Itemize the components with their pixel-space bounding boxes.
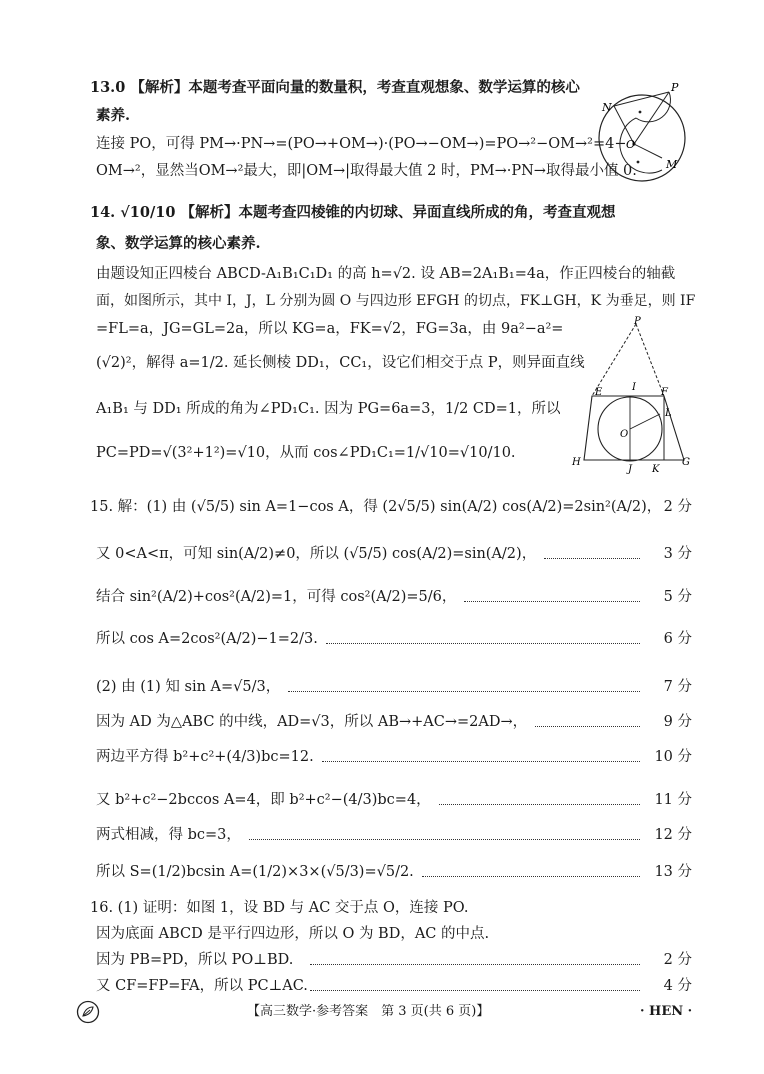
leader-dots bbox=[326, 643, 640, 644]
p16-line-2: 因为底面 ABCD 是平行四边形，所以 O 为 BD，AC 的中点. bbox=[96, 926, 490, 942]
leaf-logo-icon bbox=[76, 1000, 100, 1024]
footer-code: · HEN · bbox=[640, 1004, 693, 1019]
label-O: O bbox=[620, 429, 629, 440]
label-F: F bbox=[661, 387, 668, 398]
p14-line-3: 由题设知正四棱台 ABCD-A₁B₁C₁D₁ 的高 h=√2. 设 AB=2A₁B₁=4a，作正四棱台的轴截 bbox=[96, 266, 676, 282]
p15-score: 9 分 bbox=[663, 714, 692, 730]
p15-score: 3 分 bbox=[663, 546, 692, 562]
p15-line: 两式相减，得 bc=3， bbox=[96, 827, 241, 843]
p16-score-3: 2 分 bbox=[663, 952, 692, 968]
p15-score: 12 分 bbox=[654, 827, 692, 843]
label-P: P bbox=[671, 81, 679, 94]
p15-score: 6 分 bbox=[663, 631, 692, 647]
p15-line: 15. 解：(1) 由 (√5/5) sin A=1−cos A，得 (2√5/5) sin(A/2) cos(A/2)=2sin²(A/2)， bbox=[90, 499, 662, 515]
p15-score: 10 分 bbox=[654, 749, 692, 765]
p15-line: 所以 cos A=2cos²(A/2)−1=2/3. bbox=[96, 631, 318, 647]
p15-score: 7 分 bbox=[663, 679, 692, 695]
p14-line-1: 14. √10/10 【解析】本题考查四棱锥的内切球、异面直线所成的角，考查直观想 bbox=[90, 204, 616, 221]
p14-line-4: 面，如图所示，其中 I，J，L 分别为圆 O 与四边形 EFGH 的切点，FK⊥GH，K 为垂足，则 IF bbox=[96, 293, 696, 309]
p16-line-4: 又 CF=FP=FA，所以 PC⊥AC. bbox=[96, 978, 308, 994]
leader-dots bbox=[310, 990, 640, 991]
label-K: K bbox=[652, 464, 660, 474]
p15-score: 13 分 bbox=[654, 864, 692, 880]
p15-line: 所以 S=(1/2)bcsin A=(1/2)×3×(√5/3)=√5/2. bbox=[96, 864, 414, 880]
circle-figure bbox=[596, 78, 698, 186]
p13-line-4: OM→²，显然当OM→²最大，即|OM→|取得最大值 2 时，PM→·PN→取得最小值 0. bbox=[96, 163, 637, 179]
p15-line: 又 b²+c²−2bccos A=4，即 b²+c²−(4/3)bc=4， bbox=[96, 792, 431, 808]
leader-dots bbox=[464, 601, 640, 602]
label-E: E bbox=[595, 387, 603, 398]
label-H: H bbox=[572, 457, 581, 468]
label-M: M bbox=[666, 158, 678, 171]
p15-score: 5 分 bbox=[663, 589, 692, 605]
leader-dots bbox=[422, 876, 640, 877]
label-L: L bbox=[665, 408, 672, 419]
leader-dots bbox=[322, 761, 640, 762]
p13-line-2: 素养. bbox=[96, 107, 131, 124]
label-G: G bbox=[682, 457, 690, 468]
p14-line-8: PC=PD=√(3²+1²)=√10，从而 cos∠PD₁C₁=1/√10=√10/10. bbox=[96, 445, 516, 461]
leader-dots bbox=[535, 726, 640, 727]
label-I: I bbox=[632, 382, 636, 393]
p15-line: 结合 sin²(A/2)+cos²(A/2)=1，可得 cos²(A/2)=5/6， bbox=[96, 589, 457, 605]
p13-line-3: 连接 PO，可得 PM→·PN→=(PO→+OM→)·(PO→−OM→)=PO→²−OM→²=4− bbox=[96, 136, 627, 152]
p15-score: 11 分 bbox=[654, 792, 692, 808]
page-footer: 【高三数学·参考答案 第 3 页(共 6 页)】 bbox=[247, 1004, 490, 1019]
label-N: N bbox=[602, 101, 612, 114]
p15-line: 两边平方得 b²+c²+(4/3)bc=12. bbox=[96, 749, 314, 765]
p15-line: 又 0<A<π，可知 sin(A/2)≠0，所以 (√5/5) cos(A/2)=sin(A/2)， bbox=[96, 546, 537, 562]
label-J: J bbox=[628, 464, 633, 474]
p13-line-1: 13.0 【解析】本题考查平面向量的数量积，考查直观想象、数学运算的核心 bbox=[90, 79, 580, 96]
label-P: P bbox=[634, 316, 641, 327]
p15-score: 2 分 bbox=[663, 499, 692, 515]
p16-line-3: 因为 PB=PD，所以 PO⊥BD. bbox=[96, 952, 294, 968]
leader-dots bbox=[544, 558, 640, 559]
leader-dots bbox=[439, 804, 640, 805]
p15-line: 因为 AD 为△ABC 的中线，AD=√3，所以 AB→+AC→=2AD→， bbox=[96, 714, 528, 730]
p14-line-7: A₁B₁ 与 DD₁ 所成的角为∠PD₁C₁. 因为 PG=6a=3，1/2 CD=1，所以 bbox=[96, 401, 561, 417]
p16-line-1: 16. (1) 证明：如图 1，设 BD 与 AC 交于点 O，连接 PO. bbox=[90, 900, 469, 916]
leader-dots bbox=[310, 964, 640, 965]
leader-dots bbox=[249, 839, 640, 840]
leader-dots bbox=[288, 691, 640, 692]
p14-line-2: 象、数学运算的核心素养. bbox=[96, 235, 261, 252]
p15-line: (2) 由 (1) 知 sin A=√5/3， bbox=[96, 679, 281, 695]
trapezoid-figure bbox=[568, 314, 698, 474]
label-O: O bbox=[626, 138, 636, 151]
p16-score-4: 4 分 bbox=[663, 978, 692, 994]
p14-line-5: =FL=a，JG=GL=2a，所以 KG=a，FK=√2，FG=3a，由 9a²−a²= bbox=[96, 321, 564, 337]
p14-line-6: (√2)²，解得 a=1/2. 延长侧棱 DD₁，CC₁，设它们相交于点 P，则异面直线 bbox=[96, 355, 585, 371]
